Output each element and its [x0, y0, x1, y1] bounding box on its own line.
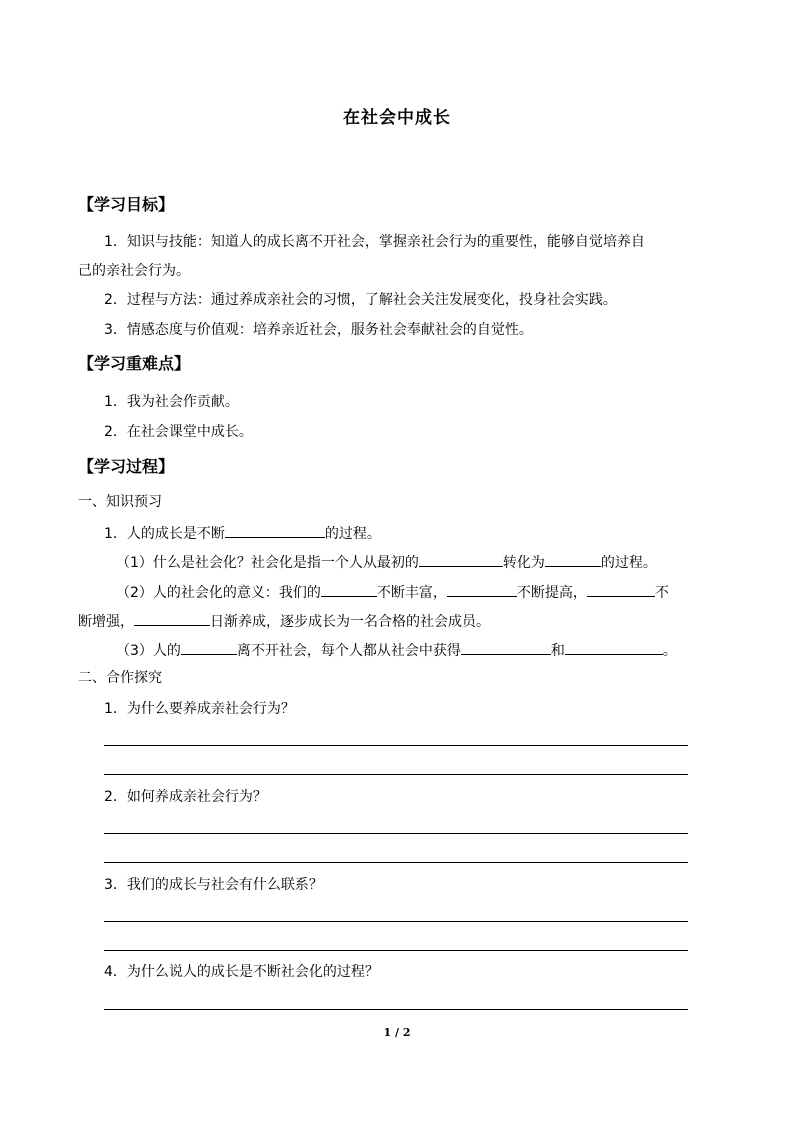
q1-text-b: 的过程。 [324, 526, 381, 542]
section-heading-key-points: 【学习重难点】 [78, 354, 191, 373]
preview-question-1 [104, 522, 381, 544]
fill-blank[interactable] [545, 551, 601, 567]
preview-question-1-2-cont [78, 610, 490, 632]
preview-question-1-1 [116, 551, 657, 573]
answer-line[interactable] [104, 921, 688, 922]
preview-question-1-2 [116, 581, 669, 603]
answer-line[interactable] [104, 1009, 688, 1010]
goal-1-line-2: 己的亲社会行为。 [78, 263, 190, 279]
preview-question-1-3 [116, 639, 677, 661]
fill-blank[interactable] [225, 522, 325, 538]
q1-3-text-c: 和 [550, 643, 565, 659]
page-number: 1 / 2 [383, 1026, 411, 1039]
q1-2-text-b: 不断丰富， [376, 585, 447, 601]
q1-2-text-d: 不 [654, 585, 669, 601]
fill-blank[interactable] [321, 581, 377, 597]
fill-blank[interactable] [565, 639, 663, 655]
q1-text-a: 1．人的成长是不断 [104, 526, 225, 542]
page-title: 在社会中成长 [343, 108, 451, 128]
answer-line[interactable] [104, 745, 688, 746]
fill-blank[interactable] [181, 639, 237, 655]
q1-2-text-a: （2）人的社会化的意义：我们的 [116, 585, 321, 601]
explore-heading: 二、合作探究 [78, 670, 162, 686]
q1-2-text-f: 日渐养成，逐步成长为一名合格的社会成员。 [210, 614, 490, 630]
goal-2: 2．过程与方法：通过养成亲社会的习惯，了解社会关注发展变化，投身社会实践。 [104, 292, 617, 308]
fill-blank[interactable] [587, 581, 655, 597]
q1-1-text-b: 转化为 [502, 555, 545, 571]
key-point-2: 2．在社会课堂中成长。 [104, 424, 253, 440]
goal-3: 3．情感态度与价值观：培养亲近社会，服务社会奉献社会的自觉性。 [104, 322, 533, 338]
q1-2-text-e: 断增强， [78, 614, 134, 630]
preview-heading: 一、知识预习 [78, 494, 162, 510]
fill-blank[interactable] [419, 551, 503, 567]
section-heading-goals: 【学习目标】 [78, 195, 175, 214]
answer-line[interactable] [104, 862, 688, 863]
explore-question-2: 2．如何养成亲社会行为？ [104, 789, 267, 805]
fill-blank[interactable] [447, 581, 517, 597]
explore-question-3: 3．我们的成长与社会有什么联系？ [104, 877, 323, 893]
q1-3-text-d: 。 [662, 643, 677, 659]
q1-3-text-b: 离不开社会，每个人都从社会中获得 [236, 643, 461, 659]
fill-blank[interactable] [461, 639, 551, 655]
fill-blank[interactable] [134, 610, 210, 626]
q1-1-text-a: （1）什么是社会化？社会化是指一个人从最初的 [116, 555, 419, 571]
q1-3-text-a: （3）人的 [116, 643, 181, 659]
q1-2-text-c: 不断提高， [516, 585, 587, 601]
explore-question-1: 1．为什么要养成亲社会行为？ [104, 701, 295, 717]
answer-line[interactable] [104, 774, 688, 775]
key-point-1: 1．我为社会作贡献。 [104, 394, 239, 410]
explore-question-4: 4．为什么说人的成长是不断社会化的过程？ [104, 964, 379, 980]
q1-1-text-c: 的过程。 [600, 555, 657, 571]
answer-line[interactable] [104, 950, 688, 951]
section-heading-process: 【学习过程】 [78, 457, 175, 476]
goal-1-line-1: 1．知识与技能：知道人的成长离不开社会，掌握亲社会行为的重要性，能够自觉培养自 [104, 234, 645, 250]
answer-line[interactable] [104, 833, 688, 834]
